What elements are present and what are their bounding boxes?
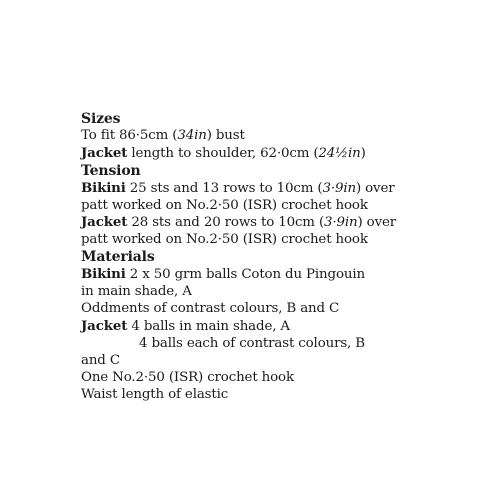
- tension-bikini-post: ) over: [355, 180, 395, 196]
- materials-jacket-line: [81, 318, 491, 336]
- tension-jacket-line2: patt worked on No.2·50 (ISR) crochet hook: [81, 232, 368, 248]
- tension-bikini-label: Bikini: [81, 179, 126, 196]
- tension-jacket-inches: 3·9in: [324, 215, 358, 231]
- materials-jacket-line2: 4 balls each of contrast colours, B: [139, 335, 365, 351]
- sizes-jacket-label: Jacket: [81, 144, 128, 161]
- sizes-jacket-pre: length to shoulder, 62·0cm (: [127, 145, 319, 161]
- sizes-heading: Sizes: [81, 111, 121, 127]
- materials-bikini-line2: in main shade, A: [81, 284, 192, 300]
- materials-jacket-text: 4 balls in main shade, A: [127, 318, 290, 334]
- sizes-bust-post: ) bust: [206, 127, 245, 143]
- tension-bikini-pre: 25 sts and 13 rows to 10cm (: [125, 180, 323, 196]
- materials-bikini-label: Bikini: [81, 266, 126, 283]
- materials-hook-line: One No.2·50 (ISR) crochet hook: [81, 369, 294, 385]
- materials-bikini-text: 2 x 50 grm balls Coton du Pingouin: [125, 267, 365, 283]
- sizes-bust-pre: To fit 86·5cm (: [81, 127, 178, 143]
- tension-jacket-post: ) over: [357, 215, 397, 231]
- tension-bikini-line: [81, 180, 491, 198]
- tension-jacket-label: Jacket: [81, 214, 128, 231]
- tension-jacket-pre: 28 sts and 20 rows to 10cm (: [127, 215, 325, 231]
- materials-jacket-line3: and C: [81, 352, 120, 368]
- pattern-instructions: [81, 111, 491, 403]
- tension-heading: Tension: [81, 162, 141, 179]
- materials-oddments-line: Oddments of contrast colours, B and C: [81, 300, 340, 316]
- tension-bikini-inches: 3·9in: [322, 180, 356, 196]
- sizes-bust-inches: 34in: [177, 127, 207, 143]
- sizes-jacket-post: ): [360, 145, 366, 161]
- sizes-jacket-inches: 24½in: [318, 145, 361, 161]
- tension-jacket-line: [81, 214, 491, 232]
- sizes-bust-line: [81, 128, 491, 145]
- materials-elastic-line: Waist length of elastic: [81, 386, 229, 402]
- tension-bikini-line2: patt worked on No.2·50 (ISR) crochet hook: [81, 197, 368, 213]
- sizes-jacket-line: [81, 145, 491, 163]
- materials-heading: Materials: [81, 249, 155, 266]
- materials-jacket-label: Jacket: [81, 317, 128, 334]
- materials-bikini-line: [81, 266, 491, 284]
